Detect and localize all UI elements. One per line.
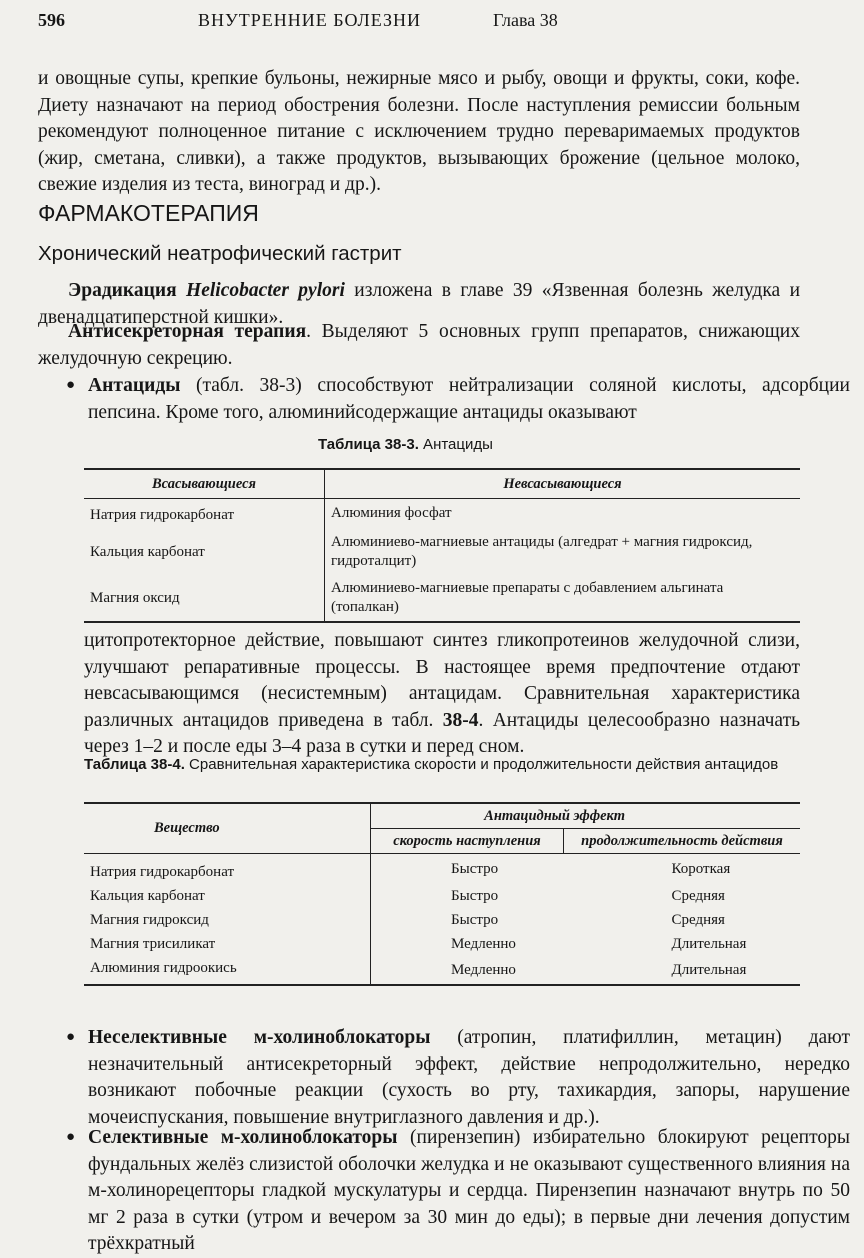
page-number: 596 xyxy=(38,10,65,30)
intro-paragraph: и овощные супы, крепкие бульоны, нежирные мясо и рыбу, овощи и фрукты, соки, кофе. Диету назначают на период обострения болезни. После наступления ремиссии больным рекомендуют полноценное питание с исключением трудно переваримаемых продуктов (жир, сметана, сливки), а также продуктов, вызывающих брожение (цельное молоко, свежие изделия из теста, виноград и др.). xyxy=(38,68,800,195)
antacids-text: (табл. 38-3) способствуют нейтрализации соляной кислоты, адсорбции пепсина. Кроме того, алюминийсодержащие антациды оказывают xyxy=(88,375,850,423)
table1-caption xyxy=(318,436,493,453)
table2-caption-text: Сравнительная характеристика скорости и продолжительности действия антацидов xyxy=(184,756,779,773)
table-cell: Кальция карбонат xyxy=(84,529,325,575)
table2-caption xyxy=(84,756,800,774)
table-cell: Алюминиево-магниевые антациды (алгедрат + магния гидроксид, гидроталцит) xyxy=(331,534,753,569)
book-title: ВНУТРЕННИЕ БОЛЕЗНИ xyxy=(198,10,421,30)
bullet-icon: ● xyxy=(66,377,76,393)
eradication-text: изложена в главе 39 «Язвенная болезнь желудка и двенадцатиперстной кишки». xyxy=(38,280,801,328)
selective-lead: Селективные м-холиноблокаторы xyxy=(88,1127,398,1148)
selective-text: (пирензепин) избирательно блокируют рецепторы фундальных желёз слизистой оболочки желудка и не оказывают существенного влияния на м-холинорецепторы гладкой мускулатуры и сердца. Пирензепин назначают внутрь по 50 мг 2 раза в сутки (утром и вечером за 30 мин до еды); в первые дни лечения допустим трёхкратный xyxy=(88,1127,850,1254)
continuation-text-a: цитопротекторное действие, повышают синтез гликопротеинов желудочной слизи, улучшают репаративные процессы. В настоящее время предпочтение отдают невсасывающимся (несистемным) антацидам. Сравнительная характеристика различных антацидов приведена в табл. xyxy=(84,630,800,731)
table-cell: Длительная xyxy=(671,961,747,978)
table2-header-onset: скорость наступления xyxy=(371,829,564,854)
antisecretory-paragraph xyxy=(38,319,800,372)
table-cell: Магния трисиликат xyxy=(84,932,371,956)
table-row xyxy=(84,908,800,932)
table1-caption-text: Антациды xyxy=(418,436,493,453)
table-cell: Алюминия фосфат xyxy=(331,505,452,521)
eradication-lead: Эрадикация xyxy=(68,280,177,301)
table-cell: Средняя xyxy=(671,911,725,928)
table1-header-nonabsorbable: Невсасывающиеся xyxy=(325,469,801,499)
table-cell: Магния гидроксид xyxy=(84,908,371,932)
table-reference: 38-4 xyxy=(442,709,479,731)
subsection-title: Хронический неатрофический гастрит xyxy=(38,242,402,265)
table-row xyxy=(84,854,800,885)
table-row xyxy=(84,529,800,575)
table-cell: Медленно xyxy=(451,961,516,978)
table-cell: Кальция карбонат xyxy=(84,884,371,908)
table2-header-effect: Антацидный эффект xyxy=(484,807,625,824)
bullet-icon: ● xyxy=(66,1129,76,1145)
table-row xyxy=(84,932,800,956)
organism-name: Helicobacter pylori xyxy=(186,280,345,301)
table-row xyxy=(84,884,800,908)
table-row xyxy=(84,575,800,622)
antisecretory-lead: Антисекреторная терапия xyxy=(68,321,307,342)
table-row xyxy=(84,499,800,530)
table-cell: Длительная xyxy=(671,935,747,952)
table-cell: Медленно xyxy=(451,935,516,952)
table-cell: Натрия гидрокарбонат xyxy=(84,499,325,530)
table1-caption-label: Таблица 38-3. xyxy=(318,436,419,453)
table-row xyxy=(84,956,800,985)
selective-bullet xyxy=(38,1124,850,1258)
table-cell: Короткая xyxy=(671,860,731,877)
nonselective-lead: Неселективные м-холиноблокаторы xyxy=(88,1027,431,1048)
table2-caption-label: Таблица 38-4. xyxy=(84,756,185,773)
table1-header-absorbable: Всасывающиеся xyxy=(84,469,325,499)
table-cell: Быстро xyxy=(451,860,499,877)
antacid-comparison-table xyxy=(84,802,800,986)
nonselective-text: (атропин, платифиллин, метацин) дают незначительный антисекреторный эффект, действие непродолжительно, нередко возникают побочные реакции (сухость во рту, тахикардия, запоры, нарушение мочеиспускания, повышение внутриглазного давления и др.). xyxy=(88,1027,850,1128)
table-cell: Алюминия гидроокись xyxy=(84,956,371,985)
table-cell: Быстро xyxy=(451,887,499,904)
continuation-text-b: . Антациды целесообразно назначать через 1–2 и после еды 3–4 раза в сутки и перед сном. xyxy=(84,709,800,757)
table2-header-duration: продолжительность действия xyxy=(564,829,801,854)
table-cell: Быстро xyxy=(451,911,499,928)
antisecretory-text: . Выделяют 5 основных групп препаратов, снижающих желудочную секрецию. xyxy=(38,321,800,369)
table-cell: Средняя xyxy=(671,887,725,904)
table2-header-substance: Вещество xyxy=(84,803,371,854)
section-title: ФАРМАКОТЕРАПИЯ xyxy=(38,200,259,226)
table-cell: Натрия гидрокарбонат xyxy=(84,854,371,885)
continuation-paragraph xyxy=(84,628,800,761)
table-cell: Алюминиево-магниевые препараты с добавлением альгината (топалкан) xyxy=(331,580,724,615)
antacids-bullet xyxy=(38,372,850,426)
chapter-label: Глава 38 xyxy=(493,10,558,30)
antacids-table xyxy=(84,468,800,623)
bullet-icon: ● xyxy=(66,1029,76,1045)
table-cell: Магния оксид xyxy=(84,575,325,622)
antacids-lead: Антациды xyxy=(88,375,181,396)
running-header xyxy=(38,10,804,36)
nonselective-bullet xyxy=(38,1024,850,1131)
